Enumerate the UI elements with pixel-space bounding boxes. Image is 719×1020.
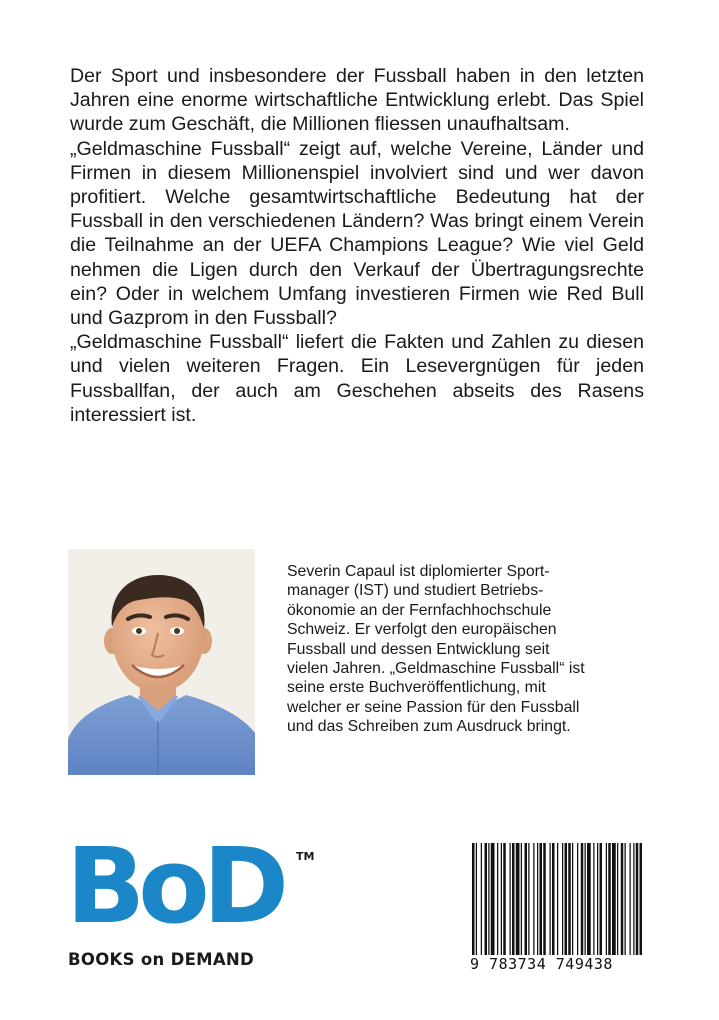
barcode-bar [501,843,502,963]
barcode-bar [625,843,626,963]
barcode-bar [606,843,607,963]
barcode-bar [472,843,475,963]
barcode-bar [503,843,506,963]
blurb-paragraph-3: „Geldmaschine Fussball“ liefert die Fakten und Zahlen zu diesen und vielen weiteren Fragen. Ein Lesevergnügen für jeden Fussballfan, der auch am Geschehen abseits des Rasens interessiert ist. [70,331,644,426]
barcode-bar [476,843,477,963]
barcode-bar [633,843,634,963]
barcode-bar [497,843,498,963]
barcode-bar [568,843,571,963]
barcode-bar [552,843,555,963]
barcode-bar [485,843,488,963]
barcode-bar [621,843,624,963]
barcode-bar [562,843,563,963]
bod-logo-wordmark: BoD [66,825,283,947]
barcode-bar [565,843,568,963]
author-bio: Severin Capaul ist diplomierter Sport- manager (IST) und studiert Betriebs- ökonomie an der Fernfachhochschule Schweiz. Er verfolgt den europäischen Fussball und dessen Entwicklung seit vielen Jahren. „Geldmaschine Fussball“ ist seine erste Buchveröffentlichung, mit welcher er seine Passion für den Fussball und das Schreiben zum Ausdruck bringt. [287,563,585,736]
barcode-bar [488,843,489,963]
barcode-bar [636,843,639,963]
barcode-bar [597,843,598,963]
barcode-bar [525,843,528,963]
barcode-bar [572,843,573,963]
barcode-bar [550,843,551,963]
barcode-bar [617,843,618,963]
trademark-symbol: TM [296,850,315,863]
barcode-bar [587,843,591,963]
barcode-bar [640,843,643,963]
barcode-bar [521,843,522,963]
barcode-bars [470,843,642,963]
barcode-bar [577,843,578,963]
barcode-bar [528,843,529,963]
barcode-bar [481,843,482,963]
blurb-paragraph-2: „Geldmaschine Fussball“ zeigt auf, welche Vereine, Länder und Firmen in diesem Millionenspiel involviert sind und wer davon profitiert. Welche gesamtwirtschaftliche Bedeutung hat der Fussball in den verschiedenen Ländern? Was bringt einem Verein die Teilnahme an der UEFA Champions League? Wie viel Geld nehmen die Ligen durch den Verkauf der Übertragungsrechte ein? Oder in welchem Umfang investieren Firmen wie Red Bull und Gazprom in den Fussball? [70,137,644,330]
barcode-bar [593,843,594,963]
author-photo [68,549,255,775]
barcode-bar [543,843,546,963]
barcode-bar [537,843,538,963]
publisher-logo [66,825,316,973]
isbn-barcode [470,843,642,973]
barcode-bar [585,843,586,963]
barcode-bar [540,843,543,963]
barcode-bar [557,843,558,963]
barcode-bar [533,843,534,963]
barcode-bar [491,843,495,963]
barcode-bar [630,843,631,963]
back-cover-blurb [70,64,644,427]
barcode-bar [516,843,520,963]
barcode-bar [608,843,611,963]
barcode-bar [512,843,515,963]
barcode-bar [612,843,616,963]
blurb-paragraph-1: Der Sport und insbesondere der Fussball haben in den letzten Jahren eine enorme wirtschaftliche Entwicklung erlebt. Das Spiel wurde zum Geschäft, die Millionen fliessen unaufhaltsam. [70,65,644,136]
barcode-bar [600,843,603,963]
barcode-bar [581,843,584,963]
isbn-number: 9 783734 749438 [470,955,642,973]
barcode-bar [510,843,511,963]
publisher-tagline: BOOKS on DEMAND [68,950,255,969]
